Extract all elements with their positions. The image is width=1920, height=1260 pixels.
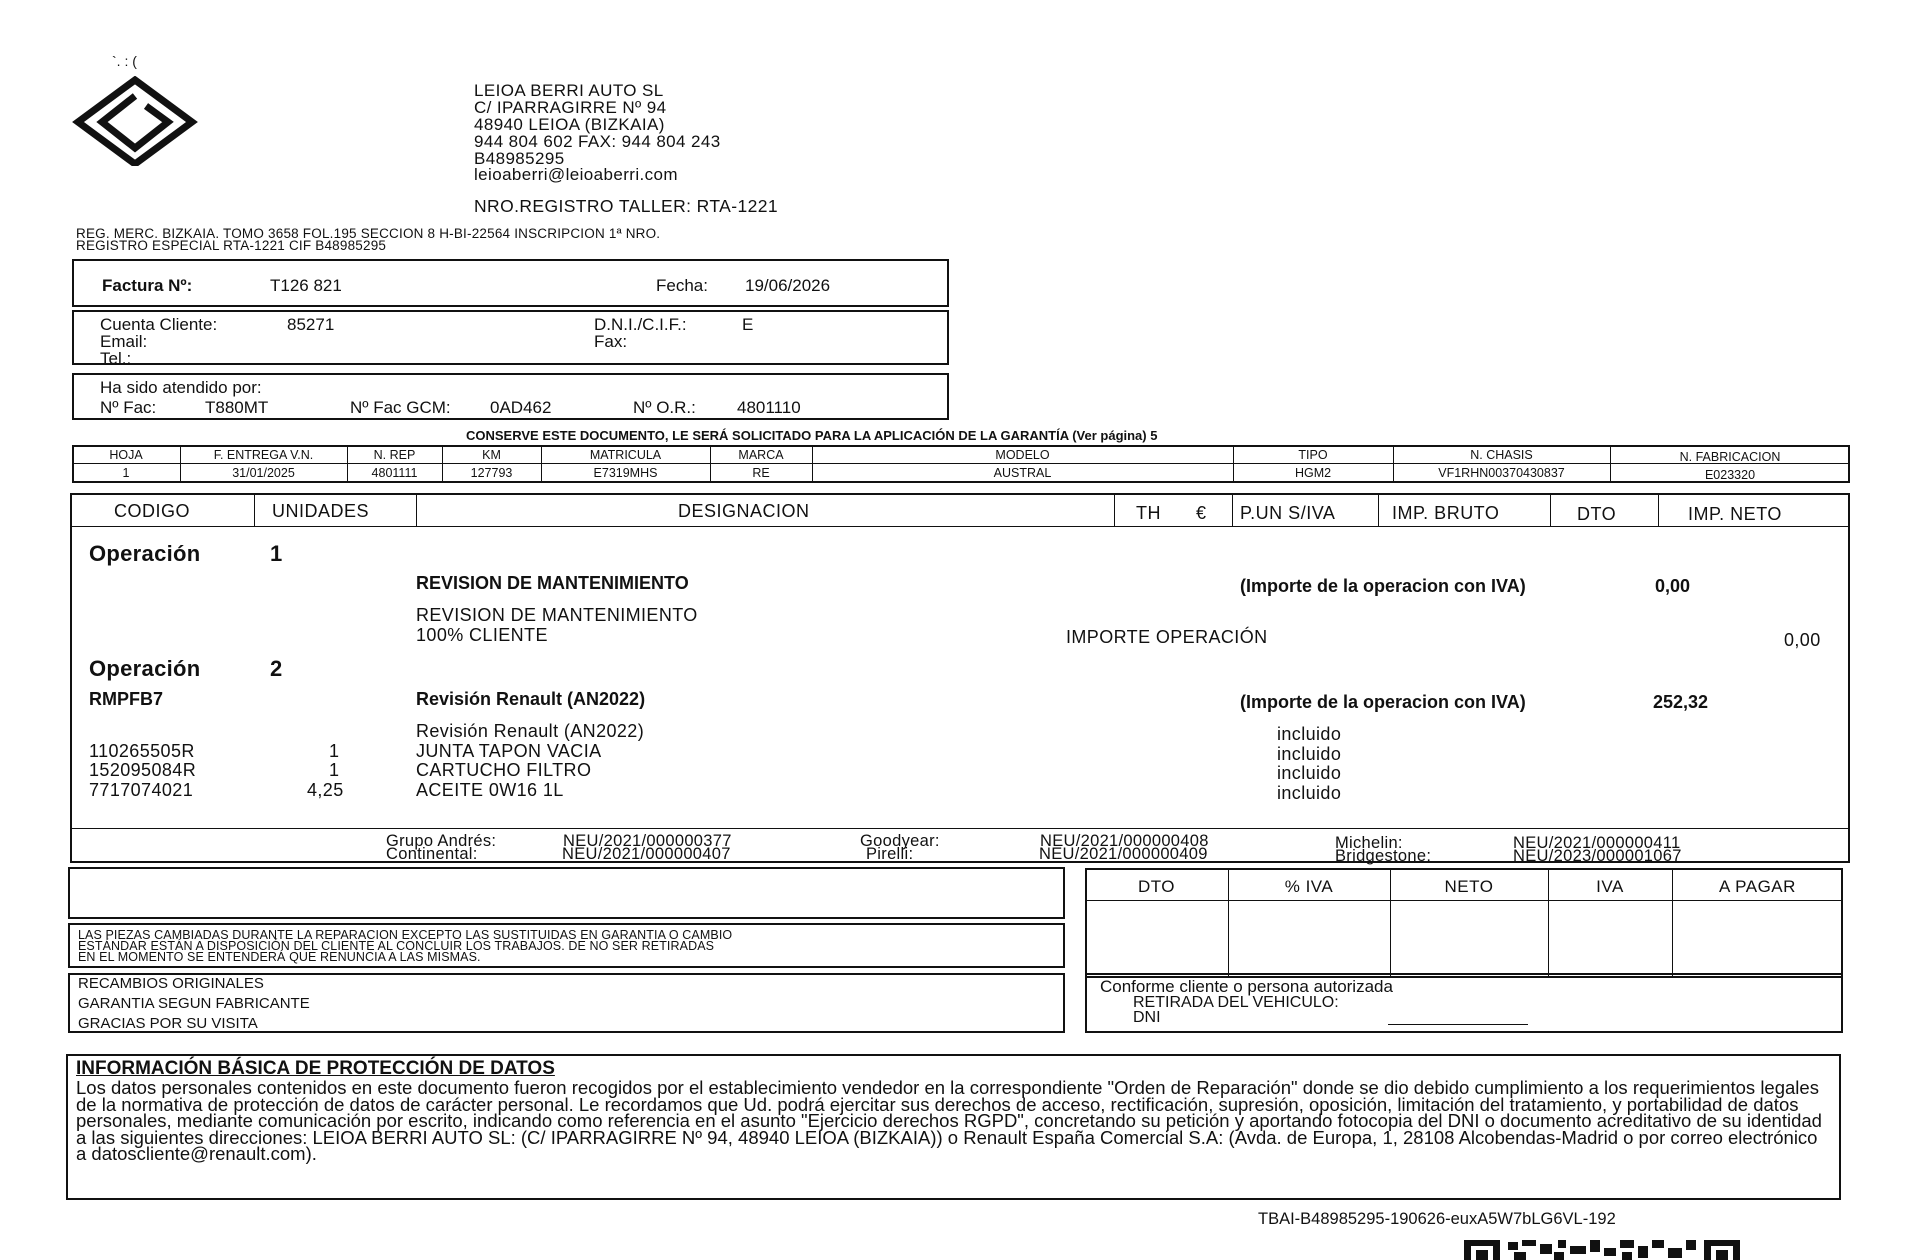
vehicle-header-matricula: MATRICULA <box>589 448 662 462</box>
items-col-sep <box>416 493 417 526</box>
totals-header-dto: DTO <box>1137 877 1176 896</box>
scan-speck: `. : ( <box>112 53 137 69</box>
tyre-value: NEU/2021/000000409 <box>1039 845 1208 863</box>
footer-left-line: RECAMBIOS ORIGINALES <box>78 975 264 992</box>
op2-item-qty: 1 <box>329 760 340 780</box>
op2-item-desc: ACEITE 0W16 1L <box>416 780 564 800</box>
tyre-value: NEU/2021/000000377 <box>563 832 732 850</box>
col-designacion: DESIGNACION <box>678 501 810 521</box>
op2-item-qty: 4,25 <box>307 780 344 800</box>
parts-notice-line3: EN EL MOMENTO SE ENTENDERÁ QUE RENUNCIA A LAS MISMAS. <box>78 950 481 964</box>
company-name: LEIOA BERRI AUTO SL <box>474 81 664 100</box>
registro-taller: NRO.REGISTRO TALLER: RTA-1221 <box>474 196 778 216</box>
op1-line1: REVISION DE MANTENIMIENTO <box>416 605 698 625</box>
blank-box <box>68 867 1065 919</box>
footer-left-line: GRACIAS POR SU VISITA <box>78 1015 258 1032</box>
dni-value: E <box>742 315 754 334</box>
items-col-sep <box>1232 493 1233 526</box>
op2-item-status: incluido <box>1277 744 1342 764</box>
warranty-notice: CONSERVE ESTE DOCUMENTO, LE SERÁ SOLICITADO PARA LA APLICACIÓN DE LA GARANTÍA (Ver página) 5 <box>466 428 1158 443</box>
signature-line2: RETIRADA DEL VEHICULO: <box>1133 994 1339 1011</box>
dni-label: D.N.I./C.I.F.: <box>594 315 687 334</box>
tyre-label: Michelin: <box>1335 834 1403 852</box>
op2-item-status: incluido <box>1277 763 1342 783</box>
items-header-divider <box>70 526 1850 527</box>
totals-header-a-pagar: A PAGAR <box>1719 877 1796 896</box>
qr-code-icon <box>1462 1238 1742 1260</box>
op1-title: Operación <box>89 541 201 566</box>
op1-importe-value: 0,00 <box>1655 576 1691 596</box>
nfac-value: T880MT <box>205 398 269 417</box>
tyre-label: Pirelli: <box>866 845 914 863</box>
footer-left-line: GARANTIA SEGUN FABRICANTE <box>78 995 310 1012</box>
col-dto: DTO <box>1577 504 1617 524</box>
company-email: leioaberri@leioaberri.com <box>474 165 678 184</box>
tyres-divider <box>70 828 1850 829</box>
vehicle-header-fentrega: F. ENTREGA V.N. <box>213 448 314 462</box>
or-label: Nº O.R.: <box>633 398 696 417</box>
factura-label: Factura Nº: <box>102 276 193 295</box>
op1-number: 1 <box>270 541 283 566</box>
gcm-label: Nº Fac GCM: <box>350 398 451 417</box>
items-col-sep <box>1550 493 1551 526</box>
vehicle-value-fentrega: 31/01/2025 <box>232 466 295 480</box>
tel-label: Tel.: <box>100 349 132 368</box>
company-address2: 48940 LEIOA (BIZKAIA) <box>474 115 665 134</box>
op2-importe-label: (Importe de la operacion con IVA) <box>1240 692 1526 712</box>
op2-item-code: 7717074021 <box>89 780 194 800</box>
op2-item-desc: JUNTA TAPON VACIA <box>416 741 602 761</box>
gdpr-text: Los datos personales contenidos en este documento fueron recogidos por el establecimiento vendedor en la correspondiente "Orden de Reparación" donde se dio debido cumplimiento a los requerimientos legales de la normativa de protección de datos de carácter personal. Le recordamos que Ud. podrá ejercitar sus derechos de acceso, rectificación, supresión, oposición, limitación del tratamiento, y portabilidad de datos personales, mediante comunicación por escrito, indicando como referencia en el asunto "Ejercicio derechos RGPD", concretando su petición y aportando fotocopia del DNI o documento acreditativo de su identidad a las siguientes direcciones: LEIOA BERRI AUTO SL: (C/ IPARRAGIRRE Nº 94, 48940 LEIOA (BIZKAIA)) o Renault España Comercial S.A: (Avda. de Europa, 1, 28108 Alcobendas-Madrid o por correo electrónico a datoscliente@renault.com). <box>76 1077 1822 1165</box>
reg-merc-line2: REGISTRO ESPECIAL RTA-1221 CIF B48985295 <box>76 238 387 253</box>
tyre-value: NEU/2021/000000408 <box>1040 832 1209 850</box>
factura-value: T126 821 <box>270 276 342 295</box>
email-label: Email: <box>100 332 148 351</box>
col-unidades: UNIDADES <box>272 501 370 521</box>
signature-line1: Conforme cliente o persona autorizada <box>1100 977 1393 996</box>
op1-importe-op-value: 0,00 <box>1784 630 1821 650</box>
vehicle-value-matricula: E7319MHS <box>593 466 658 480</box>
company-address1: C/ IPARRAGIRRE Nº 94 <box>474 98 667 117</box>
tyre-label: Goodyear: <box>860 832 940 850</box>
parts-notice-line2: ESTÁNDAR ESTÁN A DISPOSICIÓN DEL CLIENTE AL CONCLUIR LOS TRABAJOS. DE NO SER RETIRADAS <box>78 939 715 953</box>
fecha-value: 19/06/2026 <box>745 276 831 295</box>
company-cif: B48985295 <box>474 149 565 168</box>
fax-label: Fax: <box>594 332 628 351</box>
vehicle-value-nrep: 4801111 <box>371 466 418 480</box>
op2-code: RMPFB7 <box>89 689 164 709</box>
totals-header-divider <box>1085 900 1843 901</box>
vehicle-value-hoja: 1 <box>122 466 130 480</box>
op1-importe-op-label: IMPORTE OPERACIÓN <box>1066 627 1268 647</box>
or-value: 4801110 <box>737 398 801 417</box>
signature-line <box>1388 1024 1528 1025</box>
gdpr-title: INFORMACIÓN BÁSICA DE PROTECCIÓN DE DATOS <box>76 1058 555 1079</box>
op2-item-desc: CARTUCHO FILTRO <box>416 760 592 780</box>
tyre-value: NEU/2021/000000407 <box>562 845 731 863</box>
cuenta-value: 85271 <box>287 315 335 334</box>
vehicle-header-modelo: MODELO <box>995 448 1050 462</box>
op2-item-desc: Revisión Renault (AN2022) <box>416 721 645 741</box>
items-col-sep <box>1658 493 1659 526</box>
col-codigo: CODIGO <box>114 501 191 521</box>
op2-item-status: incluido <box>1277 724 1342 744</box>
tyre-label: Continental: <box>386 845 478 863</box>
vehicle-value-km: 127793 <box>470 466 513 480</box>
op2-importe-value: 252,32 <box>1653 692 1709 712</box>
col-euro: € <box>1196 503 1207 523</box>
vehicle-header-fabricacion: N. FABRICACION <box>1679 450 1781 464</box>
vehicle-table-divider <box>72 463 1850 464</box>
attended-label: Ha sido atendido por: <box>100 378 262 397</box>
signature-line3: DNI <box>1133 1009 1161 1026</box>
col-th: TH <box>1136 503 1161 523</box>
tyre-value: NEU/2023/000001067 <box>1513 847 1682 865</box>
reg-merc-line1: REG. MERC. BIZKAIA. TOMO 3658 FOL.195 SECCION 8 H-BI-22564 INSCRIPCION 1ª NRO. <box>76 226 661 241</box>
vehicle-value-chasis: VF1RHN00370430837 <box>1438 466 1565 480</box>
items-col-sep <box>254 493 255 526</box>
col-pun: P.UN S/IVA <box>1240 503 1336 523</box>
parts-notice-line1: LAS PIEZAS CAMBIADAS DURANTE LA REPARACION EXCEPTO LAS SUSTITUIDAS EN GARANTIA O CAMBIO <box>78 928 733 942</box>
op2-item-code: 110265505R <box>89 741 195 761</box>
op2-item-qty: 1 <box>329 741 340 761</box>
renault-logo-icon <box>72 76 198 166</box>
nfac-label: Nº Fac: <box>100 398 157 417</box>
tyre-label: Grupo Andrés: <box>386 832 497 850</box>
totals-header-iva: IVA <box>1596 877 1624 896</box>
op2-item-code: 152095084R <box>89 760 197 780</box>
op2-number: 2 <box>270 656 283 681</box>
totals-header-neto: NETO <box>1444 877 1494 896</box>
vehicle-header-tipo: TIPO <box>1298 448 1328 462</box>
vehicle-value-modelo: AUSTRAL <box>993 466 1052 480</box>
tyre-label: Bridgestone: <box>1335 847 1432 865</box>
vehicle-header-marca: MARCA <box>738 448 784 462</box>
cuenta-label: Cuenta Cliente: <box>100 315 218 334</box>
totals-header-iva-pct: % IVA <box>1284 877 1334 896</box>
op2-item-status: incluido <box>1277 783 1342 803</box>
vehicle-header-nrep: N. REP <box>373 448 416 462</box>
company-phones: 944 804 602 FAX: 944 804 243 <box>474 132 721 151</box>
col-neto: IMP. NETO <box>1688 504 1782 524</box>
op2-name: Revisión Renault (AN2022) <box>416 689 646 709</box>
vehicle-header-km: KM <box>482 448 501 462</box>
vehicle-header-chasis: N. CHASIS <box>1470 448 1533 462</box>
vehicle-value-tipo: HGM2 <box>1294 466 1332 480</box>
items-col-sep <box>1378 493 1379 526</box>
vehicle-header-hoja: HOJA <box>109 448 143 462</box>
op2-title: Operación <box>89 656 201 681</box>
vehicle-value-fabricacion: E023320 <box>1704 468 1756 482</box>
items-col-sep <box>1114 493 1115 526</box>
vehicle-value-marca: RE <box>752 466 770 480</box>
op1-line2: 100% CLIENTE <box>416 625 548 645</box>
op1-importe-label: (Importe de la operacion con IVA) <box>1240 576 1526 596</box>
gcm-value: 0AD462 <box>490 398 552 417</box>
col-bruto: IMP. BRUTO <box>1392 503 1500 523</box>
items-table <box>70 493 1850 863</box>
tbai-code: TBAI-B48985295-190626-euxA5W7bLG6VL-192 <box>1258 1210 1616 1228</box>
fecha-label: Fecha: <box>656 276 708 295</box>
op1-name: REVISION DE MANTENIMIENTO <box>416 573 689 593</box>
tyre-value: NEU/2021/000000411 <box>1513 834 1681 852</box>
